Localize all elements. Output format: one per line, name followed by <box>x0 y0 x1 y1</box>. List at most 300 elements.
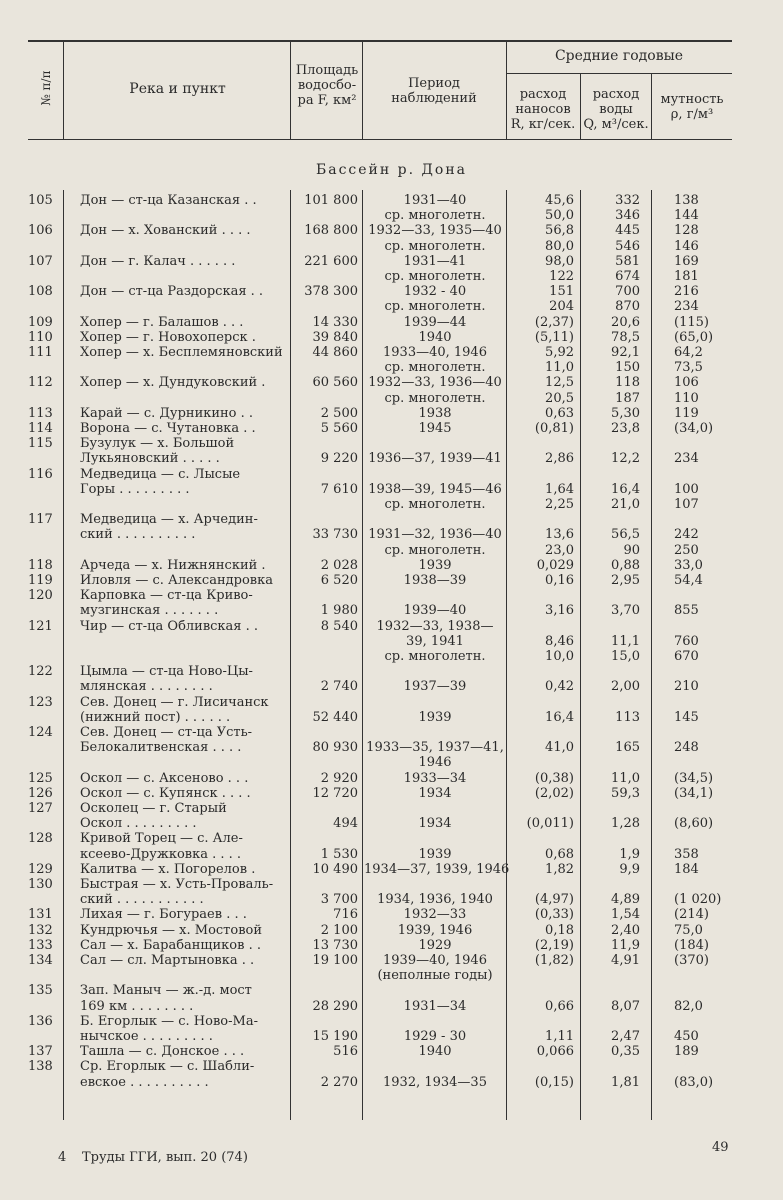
catchment-area: 2 920 <box>320 770 358 786</box>
catchment-area: 13 730 <box>312 937 358 953</box>
observation-period: 1938—39 <box>403 573 467 588</box>
river-station: Дон — ст-ца Казанская . . <box>80 194 257 208</box>
catchment-area: 494 <box>333 816 358 832</box>
row-number: 107 <box>28 253 53 269</box>
water-discharge: 9,9 <box>619 861 640 877</box>
annual-group-header: Средние годовые <box>554 48 684 64</box>
sediment-discharge: (0,81) <box>534 421 574 436</box>
turbidity: 250 <box>674 542 699 558</box>
turbidity: 110 <box>674 390 699 406</box>
period-header-line: Период <box>408 76 460 91</box>
river-station: ский . . . . . . . . . . . <box>80 893 204 908</box>
turbidity: 144 <box>674 208 699 224</box>
table-row <box>0 604 783 618</box>
catchment-area: 6 520 <box>320 573 358 588</box>
observation-period: 1932—33, 1936—40 <box>368 375 502 391</box>
observation-period: 1939—44 <box>403 314 467 330</box>
row-number: 132 <box>28 922 53 938</box>
river-station: Оскол — с. Купянск . . . . <box>80 786 251 801</box>
catchment-area: 3 700 <box>320 892 358 908</box>
catchment-area: 8 540 <box>320 618 358 634</box>
table-row <box>0 665 783 679</box>
river-station: Зап. Маныч — ж.-д. мост <box>80 984 252 999</box>
row-number: 113 <box>28 405 53 421</box>
water-discharge: 150 <box>615 360 640 376</box>
observation-period: 1934, 1936, 1940 <box>377 892 493 908</box>
observation-period: 1933—40, 1946 <box>383 345 487 360</box>
observation-period: 1936—37, 1939—41 <box>368 451 502 467</box>
table-row <box>0 984 783 998</box>
turbidity: 106 <box>674 375 699 391</box>
catchment-area: 15 190 <box>312 1029 358 1044</box>
turbidity: 82,0 <box>674 998 703 1014</box>
water-discharge: 346 <box>615 208 640 224</box>
table-row <box>0 194 783 208</box>
river-station: Дон — х. Хованский . . . . <box>80 224 251 239</box>
q-header-line: Q, м³/сек. <box>583 117 649 132</box>
q-header-line: расход <box>592 87 640 102</box>
river-station: Кундрючья — х. Мостовой <box>80 923 262 938</box>
turbidity: 184 <box>674 861 699 877</box>
water-discharge: 4,91 <box>611 953 640 968</box>
r-header-line: наносов <box>515 102 571 117</box>
sediment-discharge: 151 <box>549 284 574 300</box>
sediment-discharge: 0,066 <box>536 1044 574 1060</box>
catchment-area: 2 270 <box>320 1074 358 1090</box>
water-discharge: 187 <box>615 390 640 406</box>
observation-period: 1946 <box>418 755 452 771</box>
observation-period: 1940 <box>418 329 452 345</box>
turbidity: (65,0) <box>674 329 714 345</box>
sediment-discharge: 122 <box>549 269 574 284</box>
river-station: Ташла — с. Донское . . . <box>80 1045 245 1060</box>
sediment-discharge: (2,02) <box>534 785 574 801</box>
turbidity: 119 <box>674 405 699 421</box>
water-discharge: 90 <box>623 542 640 558</box>
turbidity: 64,2 <box>674 345 703 360</box>
row-number: 129 <box>28 861 53 877</box>
sediment-discharge: 8,46 <box>545 633 574 649</box>
table-row <box>0 696 783 710</box>
source-note: Труды ГГИ, вып. 20 (74) <box>82 1150 248 1165</box>
sediment-discharge: (2,37) <box>534 314 574 330</box>
row-number: 130 <box>28 877 53 892</box>
turbidity: 358 <box>674 846 699 862</box>
observation-period: 1939—40 <box>403 603 467 619</box>
row-number: 137 <box>28 1044 53 1060</box>
water-discharge: 0,88 <box>611 557 640 573</box>
row-number: 134 <box>28 953 53 968</box>
water-discharge: 92,1 <box>611 345 640 360</box>
row-number: 112 <box>28 375 53 391</box>
area-header-line: Площадь <box>295 63 359 78</box>
row-number: 105 <box>28 193 53 208</box>
water-discharge: 1,81 <box>611 1074 640 1090</box>
page-number: 49 <box>712 1140 729 1155</box>
turbidity: (115) <box>674 314 709 330</box>
observation-period: 1938 <box>418 405 452 421</box>
observation-period: ср. многолетн. <box>384 497 486 512</box>
sediment-discharge: 16,4 <box>545 709 574 725</box>
river-station: Оскол — с. Аксеново . . . <box>80 771 249 786</box>
table-row <box>0 300 783 314</box>
basin-title: Бассейн р. Дона <box>315 162 468 178</box>
water-discharge: 23,8 <box>611 421 640 436</box>
catchment-area: 101 800 <box>304 193 358 208</box>
sediment-discharge: 0,42 <box>545 679 574 695</box>
table-row <box>0 376 783 390</box>
r-header-line: расход <box>519 87 567 102</box>
table-row <box>0 316 783 330</box>
river-station: Кривой Торец — с. Але- <box>80 832 243 847</box>
table-row <box>0 513 783 527</box>
observation-period: ср. многолетн. <box>384 208 486 224</box>
turbidity: 169 <box>674 253 699 269</box>
table-row <box>0 255 783 269</box>
river-station: Бузулук — х. Большой <box>80 437 235 452</box>
catchment-area: 516 <box>333 1044 358 1060</box>
observation-period: ср. многолетн. <box>384 390 486 406</box>
water-discharge: 21,0 <box>611 497 640 512</box>
water-discharge: 78,5 <box>611 329 640 345</box>
catchment-area: 7 610 <box>320 481 358 497</box>
observation-period: ср. многолетн. <box>384 649 486 664</box>
sediment-discharge: 0,66 <box>545 998 574 1014</box>
row-number: 106 <box>28 223 53 239</box>
sediment-discharge: 3,16 <box>545 603 574 619</box>
river-station: Хопер — х. Бесплемяновский <box>80 346 283 360</box>
table-row <box>0 1000 783 1014</box>
water-discharge: 5,30 <box>611 405 640 421</box>
sediment-discharge: 2,25 <box>545 497 574 512</box>
turbidity: 100 <box>674 481 699 497</box>
sediment-discharge: (4,97) <box>534 892 574 908</box>
turbidity: (1 020) <box>674 892 722 908</box>
river-station: Дон — ст-ца Раздорская . . <box>80 285 264 300</box>
catchment-area: 221 600 <box>304 253 358 269</box>
water-discharge: 2,47 <box>611 1029 640 1044</box>
table-row <box>0 939 783 953</box>
table-row <box>0 832 783 846</box>
river-station: Лихая — г. Богураев . . . <box>80 908 247 923</box>
sediment-discharge: 10,0 <box>545 649 574 664</box>
catchment-area: 19 100 <box>312 953 358 968</box>
observation-period: 1931—40 <box>403 193 467 208</box>
observation-period: 1931—41 <box>403 253 467 269</box>
river-station: (нижний пост) . . . . . . <box>80 710 231 725</box>
table-row <box>0 589 783 603</box>
turbidity: (8,60) <box>674 816 714 832</box>
table-row <box>0 620 783 634</box>
sediment-discharge: 0,63 <box>545 405 574 421</box>
table-row <box>0 209 783 223</box>
observation-period: 1934—37, 1939, 1946 <box>364 861 510 877</box>
turbidity: (34,5) <box>674 770 714 786</box>
row-number: 131 <box>28 907 53 923</box>
river-station: ский . . . . . . . . . . <box>80 528 196 543</box>
table-row <box>0 1076 783 1090</box>
turbidity: 146 <box>674 238 699 254</box>
turbidity: 107 <box>674 497 699 512</box>
observation-period: 1938—39, 1945—46 <box>368 481 502 497</box>
observation-period: ср. многолетн. <box>384 542 486 558</box>
row-number: 128 <box>28 831 53 847</box>
table-row <box>0 756 783 770</box>
observation-period: 1929 <box>418 937 452 953</box>
observation-period: 1934 <box>418 816 452 832</box>
river-station: Б. Егорлык — с. Ново-Ма- <box>80 1014 258 1029</box>
sediment-discharge: 56,8 <box>545 223 574 239</box>
table-row <box>0 772 783 786</box>
catchment-area: 28 290 <box>312 998 358 1014</box>
table-row <box>0 878 783 892</box>
q-header-line: воды <box>599 102 633 117</box>
turbidity: (34,0) <box>674 421 714 436</box>
observation-period: 1932—33, 1938— <box>376 618 494 634</box>
row-number: 114 <box>28 421 53 436</box>
catchment-area: 168 800 <box>304 223 358 239</box>
table-row <box>0 1045 783 1059</box>
turbidity: 242 <box>674 527 699 543</box>
observation-period: 39, 1941 <box>406 633 464 649</box>
row-number: 109 <box>28 314 53 330</box>
table-row <box>0 392 783 406</box>
observation-period: (неполные годы) <box>377 968 493 984</box>
observation-period: 1939 <box>418 846 452 862</box>
turbidity: 54,4 <box>674 573 703 588</box>
observation-period: 1932, 1934—35 <box>383 1074 487 1090</box>
turbidity: 248 <box>674 740 699 756</box>
river-station: Хопер — х. Дундуковский . <box>80 376 266 391</box>
table-row <box>0 954 783 968</box>
river-station: 169 км . . . . . . . . <box>80 999 194 1014</box>
table-row <box>0 361 783 375</box>
river-column-header: Река и пункт <box>129 81 226 97</box>
water-discharge: 0,35 <box>611 1044 640 1060</box>
river-station: Ср. Егорлык — с. Шабли- <box>80 1060 255 1075</box>
sediment-discharge: (0,011) <box>526 816 574 832</box>
river-station: Хопер — г. Балашов . . . <box>80 315 244 330</box>
water-discharge: 4,89 <box>611 892 640 908</box>
river-station: Медведица — х. Арчедин- <box>80 513 258 528</box>
water-discharge: 56,5 <box>611 527 640 543</box>
table-row <box>0 331 783 345</box>
catchment-area: 44 860 <box>312 345 358 360</box>
water-discharge: 2,40 <box>611 922 640 938</box>
sediment-discharge: 1,11 <box>545 1029 574 1044</box>
water-discharge: 118 <box>615 375 640 391</box>
river-station: Дон — г. Калач . . . . . . <box>80 254 236 269</box>
water-discharge: 8,07 <box>611 998 640 1014</box>
water-discharge: 113 <box>615 709 640 725</box>
catchment-area: 10 490 <box>312 861 358 877</box>
water-discharge: 1,9 <box>619 846 640 862</box>
row-number: 119 <box>28 573 53 588</box>
sediment-discharge: 2,86 <box>545 451 574 467</box>
observation-period: 1939—40, 1946 <box>383 953 487 968</box>
turbidity: 138 <box>674 193 699 208</box>
sediment-discharge: 23,0 <box>545 542 574 558</box>
table-row <box>0 1030 783 1044</box>
sediment-discharge: 80,0 <box>545 238 574 254</box>
observation-period: ср. многолетн. <box>384 238 486 254</box>
water-discharge: 11,1 <box>611 633 640 649</box>
table-row <box>0 422 783 436</box>
sediment-discharge: (1,82) <box>534 953 574 968</box>
turbidity: 210 <box>674 679 699 695</box>
river-station: нычское . . . . . . . . . <box>80 1030 213 1044</box>
table-row <box>0 650 783 664</box>
river-station: Калитва — х. Погорелов . <box>80 862 256 877</box>
water-discharge: 1,54 <box>611 907 640 923</box>
sediment-discharge: 0,029 <box>536 557 574 573</box>
row-number: 111 <box>28 345 53 360</box>
row-number: 122 <box>28 664 53 680</box>
area-header-line: водосбо- <box>297 78 357 93</box>
sediment-discharge: (0,33) <box>534 907 574 923</box>
river-station: Сал — х. Барабанщиков . . <box>80 938 261 953</box>
table-row <box>0 635 783 649</box>
table-row <box>0 483 783 497</box>
table-row <box>0 437 783 451</box>
turbidity: (83,0) <box>674 1074 714 1090</box>
water-discharge: 700 <box>615 284 640 300</box>
water-discharge: 59,3 <box>611 785 640 801</box>
river-station: Горы . . . . . . . . . <box>80 482 190 497</box>
observation-period: 1929 - 30 <box>403 1029 467 1044</box>
catchment-area: 2 028 <box>320 557 358 573</box>
water-discharge: 674 <box>615 269 640 284</box>
sediment-discharge: 0,68 <box>545 846 574 862</box>
observation-period: 1940 <box>418 1044 452 1060</box>
turbidity: 234 <box>674 451 699 467</box>
turbidity: 450 <box>674 1029 699 1044</box>
river-station: Быстрая — х. Усть-Проваль- <box>80 878 274 892</box>
water-discharge: 20,6 <box>611 314 640 330</box>
turbidity: 75,0 <box>674 922 703 938</box>
river-station: Ворона — с. Чутановка . . <box>80 422 256 436</box>
catchment-area: 1 980 <box>320 603 358 619</box>
water-discharge: 870 <box>615 299 640 315</box>
river-station: Оскол . . . . . . . . . <box>80 817 197 832</box>
turbidity: 670 <box>674 649 699 664</box>
turbidity: (214) <box>674 907 709 923</box>
table-row <box>0 559 783 573</box>
sediment-discharge: 20,5 <box>545 390 574 406</box>
water-discharge: 546 <box>615 238 640 254</box>
row-number: 120 <box>28 588 53 604</box>
water-discharge: 445 <box>615 223 640 239</box>
observation-period: 1939, 1946 <box>397 922 473 938</box>
catchment-area: 5 560 <box>320 421 358 436</box>
catchment-area: 12 720 <box>312 785 358 801</box>
water-discharge: 581 <box>615 253 640 269</box>
river-station: евское . . . . . . . . . . <box>80 1075 209 1090</box>
water-discharge: 16,4 <box>611 481 640 497</box>
river-station: Сал — сл. Мартыновка . . <box>80 954 255 968</box>
sediment-discharge: (5,11) <box>534 329 574 345</box>
observation-period: 1931—34 <box>403 998 467 1014</box>
river-station: Хопер — г. Новохоперск . <box>80 330 256 345</box>
river-station: Арчеда — х. Нижнянский . <box>80 558 266 573</box>
table-row <box>0 407 783 421</box>
turbidity: 216 <box>674 284 699 300</box>
river-station: Карай — с. Дурникино . . <box>80 406 254 421</box>
table-row <box>0 680 783 694</box>
observation-period: 1933—35, 1937—41, <box>366 740 504 756</box>
table-row <box>0 969 783 983</box>
table-row <box>0 711 783 725</box>
row-number: 118 <box>28 557 53 573</box>
water-discharge: 3,70 <box>611 603 640 619</box>
table-row <box>0 270 783 284</box>
table-row <box>0 468 783 482</box>
table-row <box>0 908 783 922</box>
sediment-discharge: 45,6 <box>545 193 574 208</box>
sediment-discharge: 41,0 <box>545 740 574 756</box>
row-number: 124 <box>28 725 53 740</box>
row-number: 127 <box>28 801 53 816</box>
period-header-line: наблюдений <box>391 91 477 106</box>
table-row <box>0 285 783 299</box>
observation-period: ср. многолетн. <box>384 360 486 376</box>
table-row <box>0 574 783 588</box>
river-station: Карповка — ст-ца Криво- <box>80 589 253 604</box>
table-row <box>0 802 783 816</box>
river-station: Иловля — с. Александровка <box>80 574 273 588</box>
catchment-area: 9 220 <box>320 451 358 467</box>
catchment-area: 52 440 <box>312 709 358 725</box>
signature-number: 4 <box>58 1150 67 1165</box>
water-discharge: 332 <box>615 193 640 208</box>
river-station: Белокалитвенская . . . . <box>80 741 242 756</box>
row-number: 116 <box>28 466 53 482</box>
turbidity: (34,1) <box>674 785 714 801</box>
turbidity: 855 <box>674 603 699 619</box>
table-row <box>0 924 783 938</box>
observation-period: 1939 <box>418 557 452 573</box>
observation-period: 1934 <box>418 785 452 801</box>
table-row <box>0 224 783 238</box>
river-station: музгинская . . . . . . . <box>80 604 219 619</box>
river-station: ксеево-Дружковка . . . . <box>80 847 242 862</box>
observation-period: 1932 - 40 <box>403 284 467 300</box>
river-station: Сев. Донец — ст-ца Усть- <box>80 726 253 740</box>
turbidity: (184) <box>674 937 709 953</box>
table-row <box>0 787 783 801</box>
table-row <box>0 1015 783 1029</box>
catchment-area: 2 500 <box>320 405 358 421</box>
catchment-area: 39 840 <box>312 329 358 345</box>
turbidity: 145 <box>674 709 699 725</box>
row-number: 125 <box>28 770 53 786</box>
river-station: Осколец — г. Старый <box>80 802 227 816</box>
r-header-line: R, кг/сек. <box>510 117 576 132</box>
sediment-discharge: 0,16 <box>545 573 574 588</box>
water-discharge: 165 <box>615 740 640 756</box>
table-row <box>0 498 783 512</box>
water-discharge: 11,9 <box>611 937 640 953</box>
turbidity: 73,5 <box>674 360 703 376</box>
observation-period: ср. многолетн. <box>384 299 486 315</box>
sediment-discharge: 5,92 <box>545 345 574 360</box>
sediment-discharge: 13,6 <box>545 527 574 543</box>
river-station: Цымла — ст-ца Ново-Цы- <box>80 665 253 680</box>
sediment-discharge: 12,5 <box>545 375 574 391</box>
catchment-area: 60 560 <box>312 375 358 391</box>
observation-period: 1933—34 <box>403 770 467 786</box>
catchment-area: 378 300 <box>304 284 358 300</box>
